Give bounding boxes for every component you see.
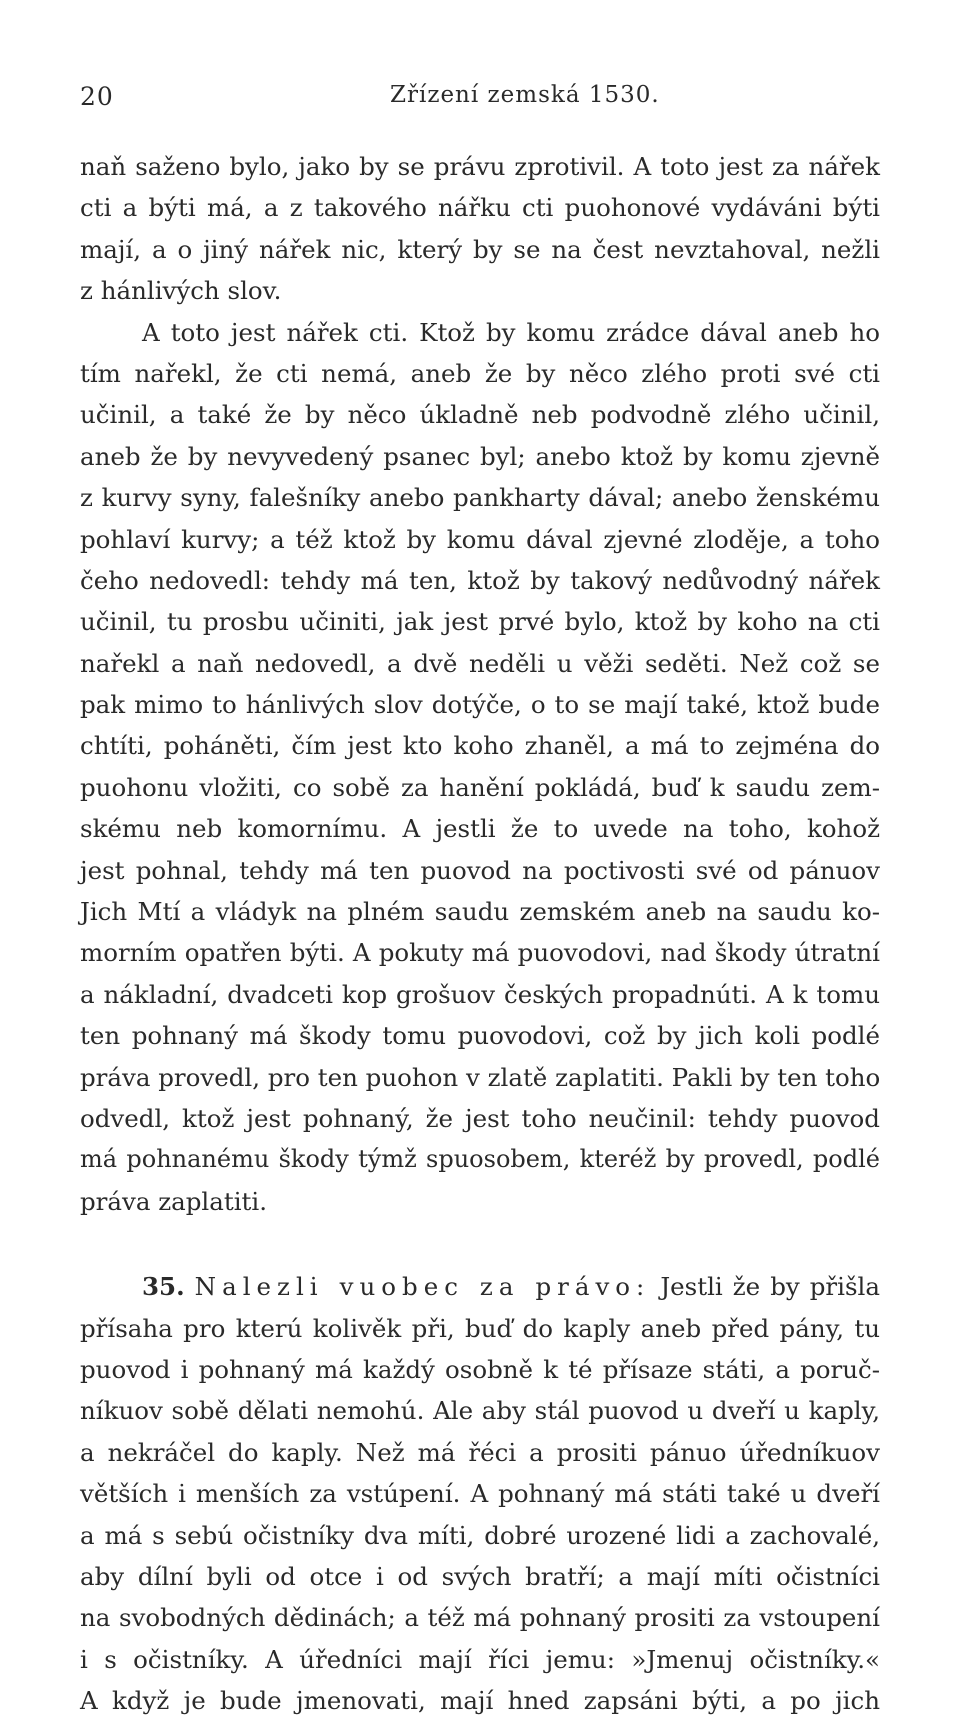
text-line: skému neb komornímu. A jestli že to uvede na toho, kohož — [80, 814, 880, 844]
text-line: přísaha pro kterú kolivěk při, buď do kaply aneb před pány, tu — [80, 1313, 880, 1343]
text-line: Jich Mtí a vládyk na plném saudu zemském aneb na saudu ko- — [80, 897, 880, 927]
text-line: má pohnanému škody týmž spuosobem, kteréž by provedl, podlé — [80, 1145, 880, 1174]
text-line: z kurvy syny, falešníky anebo pankharty dával; anebo ženskému — [80, 483, 880, 513]
text-line: učinil, tu prosbu učiniti, jak jest prvé bylo, ktož by koho na cti — [80, 607, 880, 637]
section-35 — [80, 1266, 880, 1721]
text-line: učinil, a také že by něco úkladně neb podvodně zlého učinil, — [80, 400, 880, 430]
text-line: práva zaplatiti. — [80, 1186, 268, 1216]
text-line: z hánlivých slov. — [80, 276, 282, 306]
text-line: větších i menších za vstúpení. A pohnaný má státi také u dveří — [80, 1479, 880, 1509]
text-line: morním opatřen býti. A pokuty má puovodovi, nad škody útratní — [80, 938, 880, 968]
page-number: 20 — [80, 82, 114, 111]
text-line: odvedl, ktož jest pohnaný, že jest toho neučinil: tehdy puovod — [80, 1103, 880, 1133]
text-line: pohlaví kurvy; a též ktož by komu dával zjevné zloděje, a toho — [80, 524, 880, 554]
text-line: tím nařekl, že cti nemá, aneb že by něco zlého proti své cti — [80, 358, 880, 388]
text-line: na svobodných dědinách; a též má pohnaný prositi za vstoupení — [80, 1603, 880, 1633]
text-line: práva provedl, pro ten puohon v zlatě zaplatiti. Pakli by ten toho — [80, 1062, 881, 1092]
text-line: aneb že by nevyvedený psanec byl; anebo ktož by komu zjevně — [80, 441, 880, 471]
text-line: a má s sebú očistníky dva míti, dobré urozené lidi a zachovalé, — [80, 1520, 880, 1550]
text-line: a nekráčel do kaply. Než má řéci a prositi pánuo úředníkuov — [80, 1437, 880, 1467]
text-line: čeho nedovedl: tehdy má ten, ktož by takový nedůvodný nářek — [80, 565, 880, 595]
text-line: níkuov sobě dělati nemohú. Ale aby stál puovod u dveří u kaply, — [80, 1396, 880, 1426]
running-title: Zřízení zemská 1530. — [390, 82, 660, 108]
text-line: nařekl a naň nedovedl, a dvě neděli u věži seděti. Než což se — [80, 648, 880, 678]
paragraph-2 — [80, 312, 880, 1223]
text-line: aby dílní byli od otce i od svých bratří; a mají míti očistníci — [80, 1561, 880, 1591]
section-number: 35. — [142, 1272, 185, 1302]
text-line: puohonu vložiti, co sobě za hanění pokládá, buď k saudu zem- — [80, 772, 880, 802]
text-line: cti a býti má, a z takového nářku cti puohonové vydáváni býti — [80, 193, 880, 223]
text-line: a nákladní, dvadceti kop grošuov českých propadnúti. A k tomu — [80, 979, 880, 1009]
text-line: i s očistníky. A úředníci mají říci jemu: »Jmenuj očistníky.« — [80, 1644, 880, 1674]
body-text — [80, 146, 880, 1721]
text-line: ten pohnaný má škody tomu puovodovi, což by jich koli podlé — [80, 1021, 880, 1051]
paragraph-1 — [80, 146, 880, 312]
text-line: A toto jest nářek cti. Ktož by komu zrádce dával aneb ho — [142, 317, 880, 347]
section-first-line — [80, 1266, 880, 1307]
text-line: naň saženo bylo, jako by se právu zprotivil. A toto jest za nářek — [80, 152, 880, 181]
section-heading: Nalezli vuobec za právo: — [194, 1272, 651, 1302]
text-line: mají, a o jiný nářek nic, který by se na čest nevztahoval, nežli — [80, 234, 880, 264]
text-line: pak mimo to hánlivých slov dotýče, o to se mají také, ktož bude — [80, 690, 880, 720]
section-first-rest: Jestli že by přišla — [660, 1272, 880, 1302]
text-line: A když je bude jmenovati, mají hned zapsáni býti, a po jich — [80, 1686, 880, 1716]
text-line: puovod i pohnaný má každý osobně k té přísaze státi, a poruč- — [80, 1354, 880, 1384]
text-line: chtíti, poháněti, čím jest kto koho zhaněl, a má to zejména do — [80, 731, 880, 761]
section-gap — [80, 1222, 880, 1266]
page-header — [80, 82, 920, 122]
text-line: jest pohnal, tehdy má ten puovod na poctivosti své od pánuov — [80, 855, 880, 885]
